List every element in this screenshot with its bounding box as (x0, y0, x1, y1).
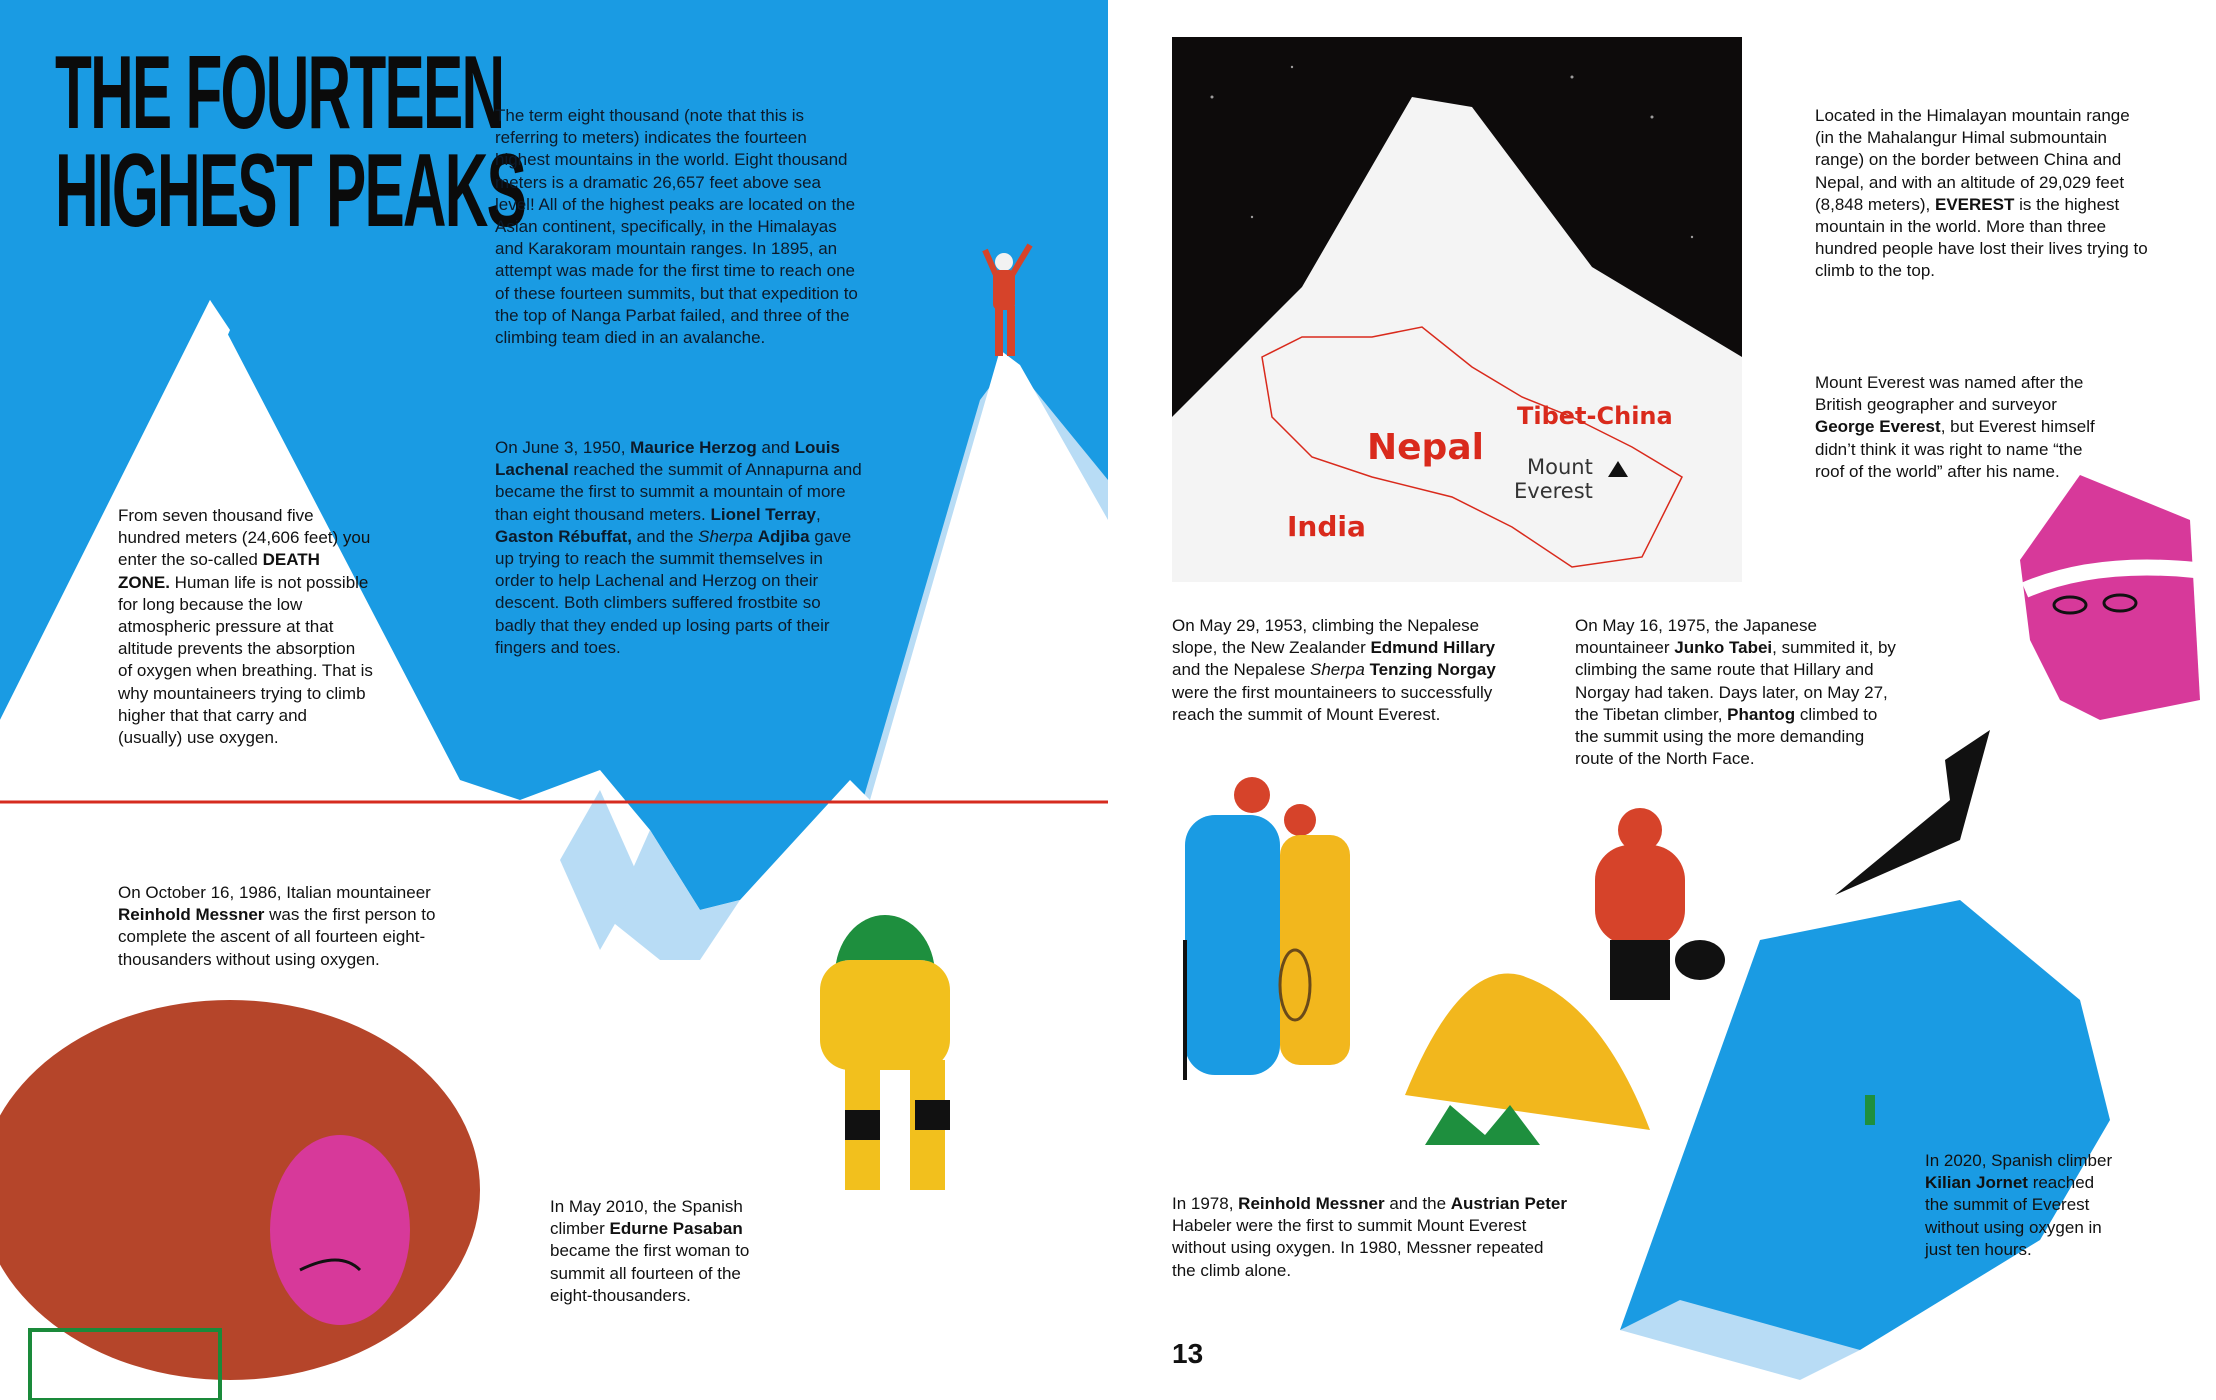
bold-text-run: DEATH ZONE. (118, 550, 320, 592)
page-title-line-2: HIGHEST PEAKS (55, 133, 526, 249)
bold-text-run: EVEREST (1935, 194, 2015, 214)
bold-text-run: George Everest (1815, 417, 1941, 437)
bold-text-run: Lionel Terray (710, 504, 816, 524)
text-run: From seven thousand five hundred meters (24,606 feet) you enter the so-called (118, 506, 371, 570)
george-everest-paragraph (1815, 372, 2095, 483)
text-run: , but Everest himself didn’t think it was right to name “the roof of the world” after his name. (1815, 417, 2095, 481)
text-run: reached the summit of Everest without using oxygen in just ten hours. (1925, 1173, 2102, 1259)
text-run: gave up trying to reach the summit themselves in order to help Lachenal and Herzog on their descent. Both climbers suffered frostbite so badly that they ended up losing parts of their fingers and toes. (495, 526, 852, 657)
text-run: is the highest mountain in the world. More than three hundred people have lost their lives trying to climb to the top. (1815, 194, 2148, 281)
bold-text-run: Edmund Hillary (1370, 638, 1496, 658)
text-run: Habeler were the first to summit Mount Everest without using oxygen. In 1980, Messner repeated the climb alone. (1172, 1216, 1544, 1280)
text-run: On June 3, 1950, (495, 438, 631, 457)
text-run: In 1978, (1172, 1194, 1239, 1213)
text-run: The term eight thousand (note that this is referring to meters) indicates the fourteen highest mountains in the world. Eight thousand meters is a dramatic 26,657 feet above sea level! All of the highest peaks are located on the Asian continent, specifically, in the Himalayas and Karakoram mountain ranges. In 1895, an attempt was made for the first time to reach one of these fourteen summits, but that expedition to the top of Nanga Parbat failed, and three of the climbing team died in an avalanche. (495, 106, 858, 348)
bold-text-run: Phantog (1727, 704, 1796, 724)
bold-text-run: Austrian Peter (1450, 1194, 1567, 1213)
text-run: On October 16, 1986, Italian mountaineer (118, 883, 431, 902)
page-title-line-1: THE FOURTEEN (55, 35, 504, 151)
page-title (55, 35, 526, 249)
text-run: and the Nepalese (1172, 660, 1310, 680)
bold-text-run: Edurne Pasaban (609, 1219, 743, 1239)
eight-thousand-paragraph (495, 105, 865, 349)
text-run: On May 16, 1975, the Japanese mountaineer (1575, 616, 1817, 658)
page-number: 13 (1172, 1338, 1204, 1369)
tabei-paragraph (1575, 615, 1905, 770)
text-run: Human life is not possible for long because the low atmospheric pressure at that altitude prevents the absorption of oxygen when breathing. That is why mountaineers trying to climb higher that that carry and (usually) use oxygen. (118, 572, 373, 748)
bold-text-run: Reinhold Messner (1238, 1194, 1385, 1213)
text-run: In May 2010, the Spanish climber (550, 1197, 743, 1239)
messner-1978-paragraph (1172, 1193, 1567, 1282)
italic-text-run: Sherpa (698, 526, 753, 546)
bold-text-run: Louis Lachenal (495, 438, 840, 480)
text-run: Mount Everest was named after the British geographer and surveyor (1815, 373, 2084, 415)
pasaban-paragraph (550, 1196, 765, 1307)
hillary-norgay-figures (1185, 777, 1350, 1080)
map-label-everest: Everest (1514, 479, 1593, 503)
bold-text-run: Reinhold Messner (118, 905, 265, 925)
text-run: climbed to the summit using the more demanding route of the North Face. (1575, 704, 1878, 769)
text-run: and the (631, 526, 699, 546)
text-run: , (815, 504, 821, 524)
italic-text-run: Sherpa (1310, 660, 1365, 680)
text-run: was the first person to complete the ascent of all fourteen eight-thousanders without using oxygen. (118, 905, 436, 969)
bold-text-run: Kilian Jornet (1925, 1173, 2028, 1193)
magenta-face-portrait (2020, 475, 2200, 720)
text-run: On May 29, 1953, climbing the Nepalese slope, the New Zealander (1172, 616, 1480, 658)
map-label-nepal: Nepal (1367, 427, 1484, 468)
text-run: In 2020, Spanish climber (1925, 1151, 2113, 1170)
map-label-india: India (1287, 510, 1366, 543)
text-run: reached the summit of Annapurna and became the first to summit a mountain of more than eight thousand meters. (495, 460, 862, 524)
jornet-paragraph (1925, 1150, 2115, 1261)
text-run: were the first mountaineers to successfully reach the summit of Mount Everest. (1172, 682, 1493, 724)
bold-text-run: Adjiba (757, 526, 810, 546)
everest-paragraph (1815, 105, 2150, 283)
annapurna-paragraph (495, 437, 865, 659)
text-run: Located in the Himalayan mountain range (in the Mahalangur Himal submountain range) on the border between China and Nepal, and with an altitude of 29,029 feet (8,848 meters), (1815, 106, 2130, 214)
map-label-tibet-china: Tibet-China (1517, 402, 1673, 430)
bold-text-run: Maurice Herzog (630, 438, 757, 457)
map-label-mount: Mount (1527, 455, 1593, 479)
text-run: became the first woman to summit all fourteen of the eight-thousanders. (550, 1241, 750, 1305)
bold-text-run: Junko Tabei (1674, 638, 1773, 658)
red-jacket-climber (1595, 808, 1725, 1000)
text-run: and (756, 438, 795, 457)
messner-1986-paragraph (118, 882, 458, 971)
death-zone-paragraph (118, 505, 373, 749)
text-run: , summited it, by climbing the same route that Hillary and Norgay had taken. Days later, on May 27, the Tibetan climber, (1575, 638, 1896, 724)
hillary-paragraph (1172, 615, 1502, 726)
bold-text-run: Gaston Rébuffat, (495, 526, 632, 546)
text-run: and the (1384, 1194, 1451, 1213)
bold-text-run: Tenzing Norgay (1369, 660, 1496, 680)
